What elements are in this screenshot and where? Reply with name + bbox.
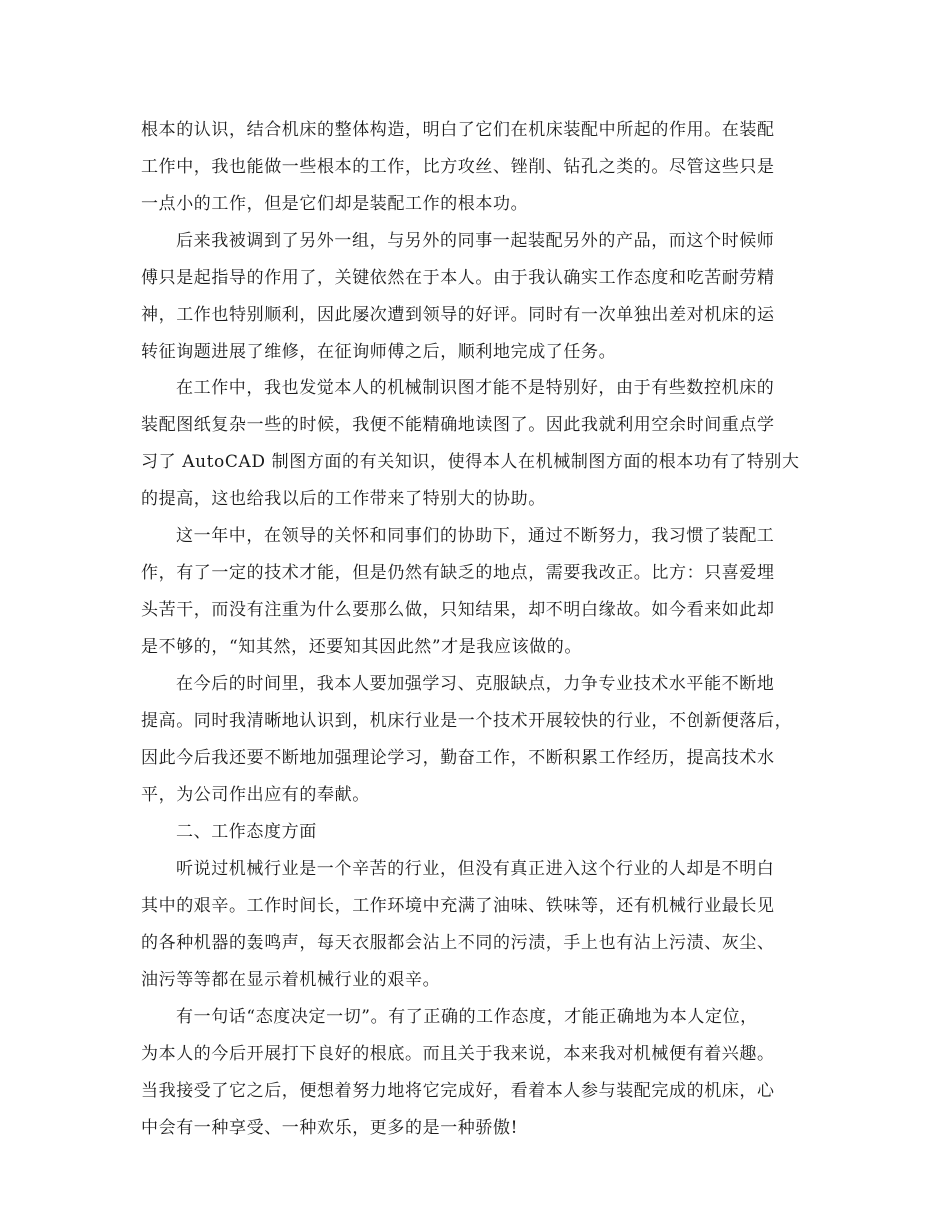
paragraph-start-line: 听说过机械行业是一个辛苦的行业，但没有真正进入这个行业的人却是不明白 (176, 859, 775, 879)
text-line: 作，有了一定的技术才能，但是仍然有缺乏的地点，需要我改正。比方：只喜爱埋 (141, 563, 775, 583)
text-line: 当我接受了它之后，便想着努力地将它完成好，看着本人参与装配完成的机床，心 (141, 1081, 775, 1101)
text-line: 为本人的今后开展打下良好的根底。而且关于我来说，本来我对机械便有着兴趣。 (141, 1044, 775, 1064)
paragraph-start-line: 有一句话“态度决定一切”。有了正确的工作态度，才能正确地为本人定位， (176, 1007, 758, 1027)
text-line: 因此今后我还要不断地加强理论学习，勤奋工作，不断积累工作经历，提高技术水 (141, 748, 775, 768)
text-line: 其中的艰辛。工作时间长，工作环境中充满了油味、铁味等，还有机械行业最长见 (141, 896, 775, 916)
paragraph-start-line: 在今后的时间里，我本人要加强学习、克服缺点，力争专业技术水平能不断地 (176, 674, 775, 694)
text-line: 傅只是起指导的作用了，关键依然在于本人。由于我认确实工作态度和吃苦耐劳精 (141, 268, 775, 288)
text-line: 工作中，我也能做一些根本的工作，比方攻丝、锉削、钻孔之类的。尽管这些只是 (141, 157, 775, 177)
text-line: 中会有一种享受、一种欢乐，更多的是一种骄傲! (141, 1118, 519, 1138)
text-line: 的各种机器的轰鸣声，每天衣服都会沾上不同的污渍，手上也有沾上污渍、灰尘、 (141, 933, 775, 953)
text-line: 神，工作也特别顺利，因此屡次遭到领导的好评。同时有一次单独出差对机床的运 (141, 305, 775, 325)
text-line: 提高。同时我清晰地认识到，机床行业是一个技术开展较快的行业，不创新便落后， (141, 711, 793, 731)
text-line: 根本的认识，结合机床的整体构造，明白了它们在机床装配中所起的作用。在装配 (141, 120, 775, 140)
text-line: 的提高，这也给我以后的工作带来了特别大的协助。 (141, 489, 546, 509)
text-line: 一点小的工作，但是它们却是装配工作的根本功。 (141, 194, 529, 214)
text-line: 转征询题进展了维修，在征询师傅之后，顺利地完成了任务。 (141, 342, 617, 362)
text-line: 是不够的，“知其然，还要知其因此然”才是我应该做的。 (141, 637, 582, 657)
paragraph-start-line: 后来我被调到了另外一组，与另外的同事一起装配另外的产品，而这个时候师 (176, 231, 775, 251)
paragraph-start-line: 这一年中，在领导的关怀和同事们的协助下，通过不断努力，我习惯了装配工 (176, 526, 775, 546)
text-line: 装配图纸复杂一些的时候，我便不能精确地读图了。因此我就利用空余时间重点学 (141, 415, 775, 435)
section-heading: 二、工作态度方面 (176, 822, 317, 842)
paragraph-start-line: 在工作中，我也发觉本人的机械制识图才能不是特别好，由于有些数控机床的 (176, 378, 775, 398)
text-line: 油污等等都在显示着机械行业的艰辛。 (141, 970, 441, 990)
text-line: 习了 AutoCAD 制图方面的有关知识，使得本人在机械制图方面的根本功有了特别大 (141, 452, 800, 472)
text-line: 平，为公司作出应有的奉献。 (141, 785, 370, 805)
text-line: 头苦干，而没有注重为什么要那么做，只知结果，却不明白缘故。如今看来如此却 (141, 600, 775, 620)
